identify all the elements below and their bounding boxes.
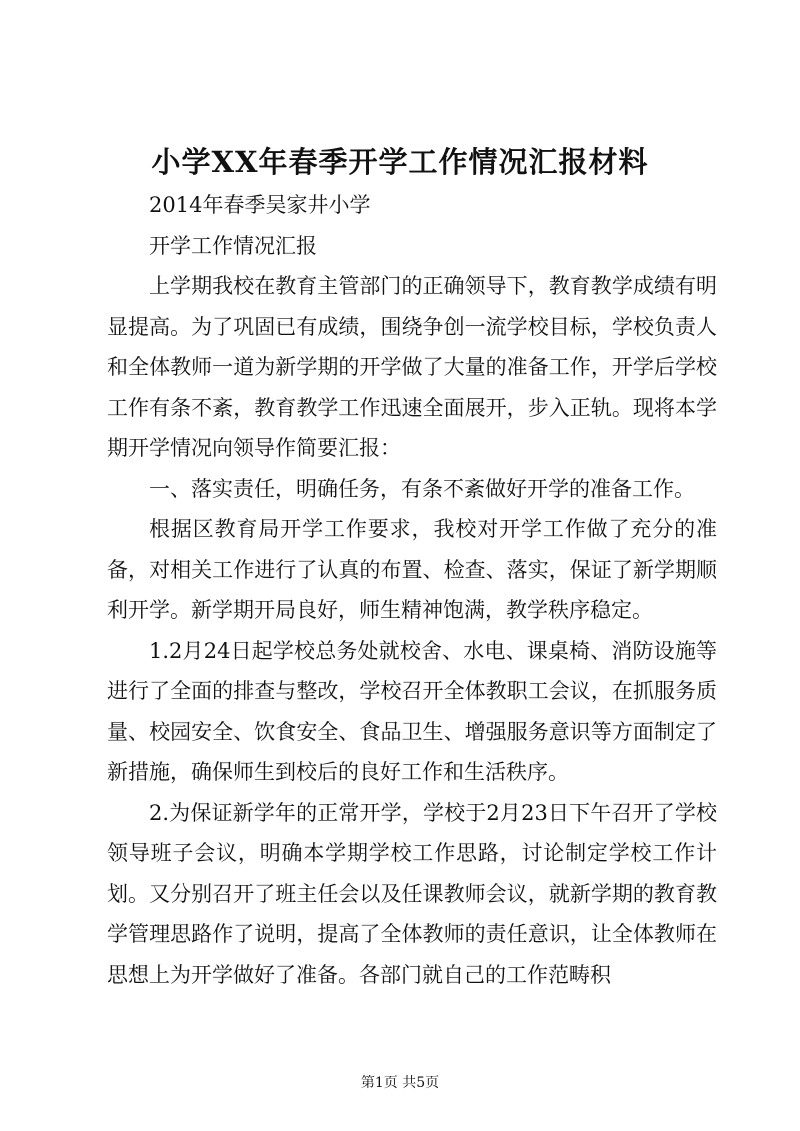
page-number-footer: 第1页 共5页 <box>360 1075 440 1091</box>
report-subtitle: 开学工作情况汇报 <box>149 233 317 258</box>
paragraph-intro: 上学期我校在教育主管部门的正确领导下，教育教学成绩有明显提高。为了巩固已有成绩，围绕争创一流学校目标，学校负责人和全体教师一道为新学期的开学做了大量的准备工作，开学后学校工作有条不紊，教育教学工作迅速全面展开，步入正轨。现将本学期开学情况向领导作简要汇报： <box>107 274 717 460</box>
section-heading-1: 一、落实责任，明确任务，有条不紊做好开学的准备工作。 <box>149 476 695 501</box>
school-line: 2014年春季吴家井小学 <box>149 193 371 217</box>
paragraph-preparation: 根据区教育局开学工作要求，我校对开学工作做了充分的准备，对相关工作进行了认真的布置、检查、落实，保证了新学期顺利开学。新学期开局良好，师生精神饱满，教学秩序稳定。 <box>107 517 717 622</box>
paragraph-item-2: 2.为保证新学年的正常开学，学校于2月23日下午召开了学校领导班子会议，明确本学期学校工作思路，讨论制定学校工作计划。又分别召开了班主任会以及任课教师会议，就新学期的教育教学管理思路作了说明，提高了全体教师的责任意识，让全体教师在思想上为开学做好了准备。各部门就自己的工作范畴积 <box>107 800 717 987</box>
paragraph-item-1: 1.2月24日起学校总务处就校舍、水电、课桌椅、消防设施等进行了全面的排查与整改，学校召开全体教职工会议，在抓服务质量、校园安全、饮食安全、食品卫生、增强服务意识等方面制定了新措施，确保师生到校后的良好工作和生活秩序。 <box>107 638 717 784</box>
document-body <box>107 185 717 995</box>
document-title: 小学XX年春季开学工作情况汇报材料 <box>151 145 649 179</box>
